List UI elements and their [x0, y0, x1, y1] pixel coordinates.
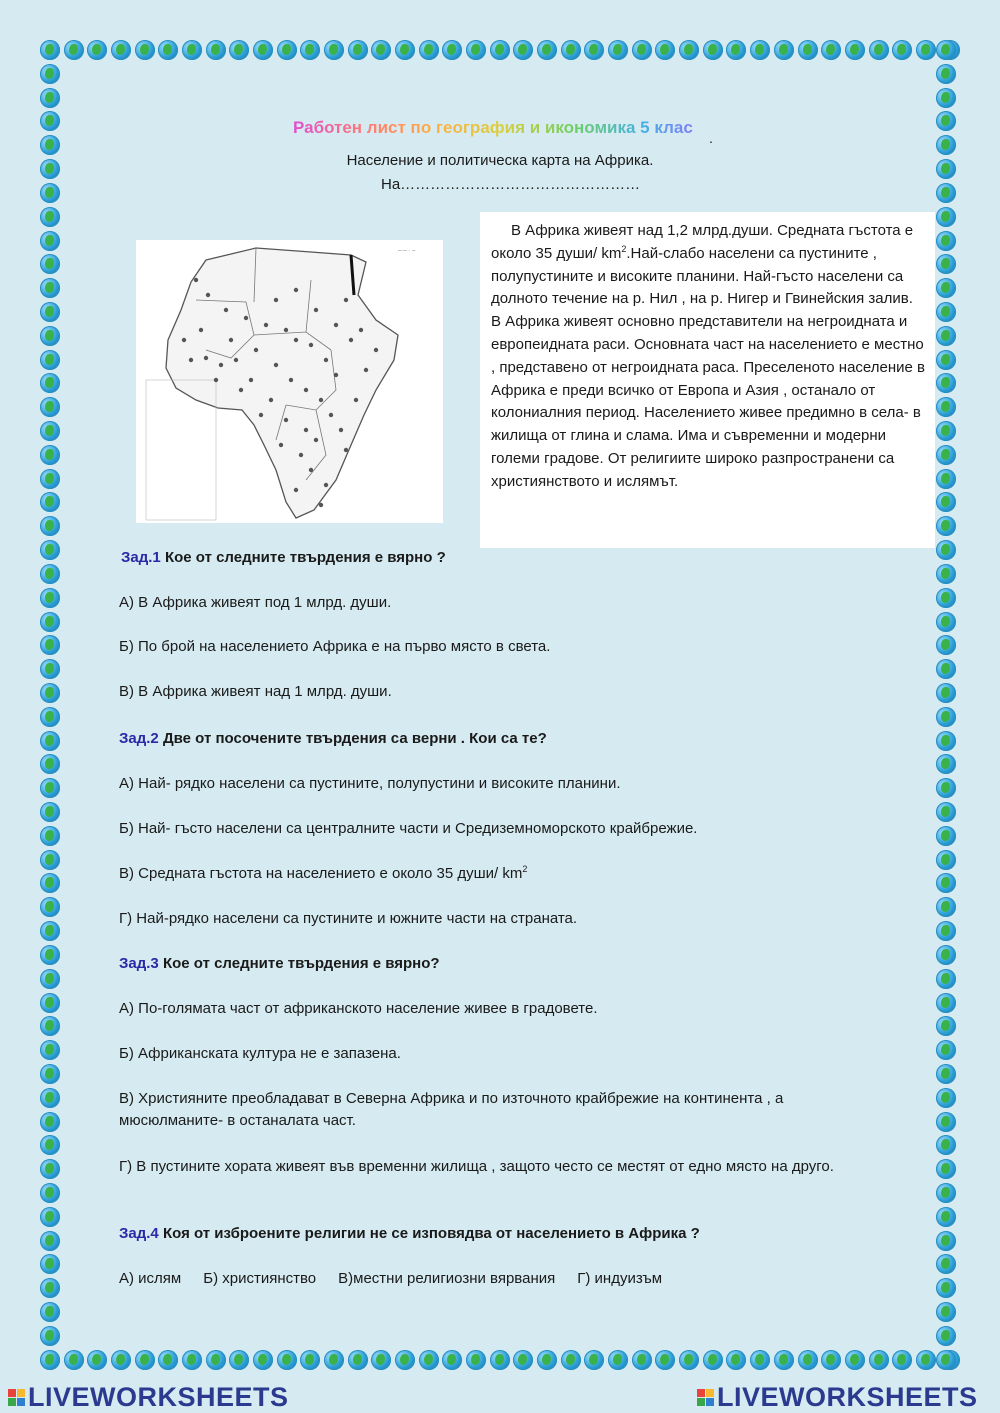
globe-border-icon: [936, 516, 956, 536]
globe-border-icon: [892, 1350, 912, 1370]
globe-border-icon: [513, 1350, 533, 1370]
globe-border-icon: [158, 40, 178, 60]
population-dot: [259, 413, 263, 417]
globe-border-icon: [40, 588, 60, 608]
globe-border-icon: [750, 40, 770, 60]
globe-border-icon: [726, 40, 746, 60]
globe-border-icon: [40, 850, 60, 870]
globe-border-icon: [936, 1207, 956, 1227]
globe-border-icon: [40, 1016, 60, 1036]
globe-border-icon: [936, 1326, 956, 1346]
globe-border-icon: [40, 397, 60, 417]
globe-border-icon: [936, 873, 956, 893]
globe-border-icon: [936, 707, 956, 727]
globe-border-icon: [798, 1350, 818, 1370]
globe-border-icon: [936, 40, 956, 60]
globe-border-icon: [442, 1350, 462, 1370]
globe-border-icon: [936, 373, 956, 393]
population-dot: [334, 323, 338, 327]
task-1-option-c[interactable]: В) В Африка живеят над 1 млрд. души.: [119, 683, 392, 700]
svg-text:–·– · –: –·– · –: [398, 248, 416, 254]
task-4-text: Коя от изброените религии не се изповядва от населението в Африка ?: [158, 1225, 700, 1242]
globe-border-icon: [466, 40, 486, 60]
border-top: [40, 40, 960, 64]
globe-border-icon: [936, 588, 956, 608]
globe-border-icon: [40, 326, 60, 346]
globe-border-icon: [936, 921, 956, 941]
globe-border-icon: [774, 1350, 794, 1370]
globe-border-icon: [936, 469, 956, 489]
globe-border-icon: [40, 731, 60, 751]
globe-border-icon: [40, 1112, 60, 1132]
population-dot: [249, 378, 253, 382]
worksheet-title: Работен лист по география и икономика 5 клас: [293, 118, 713, 138]
population-dot: [359, 328, 363, 332]
globe-border-icon: [845, 40, 865, 60]
task-2-text: Две от посочените твърдения са верни . Кои са те?: [158, 730, 547, 747]
globe-border-icon: [936, 564, 956, 584]
globe-border-icon: [40, 802, 60, 822]
globe-border-icon: [936, 421, 956, 441]
population-dot: [329, 413, 333, 417]
globe-border-icon: [40, 1183, 60, 1203]
globe-border-icon: [936, 1350, 956, 1370]
intro-text-part2: .Най-слабо населени са пустините , полупустините и високите планини. Най-гъсто населени са долното течение на р. Нил , на р. Нигер и Гвинейския залив. В Африка живеят основно представители на негроидната и европеидната раси. Основната част на населението е местно , представено от негроидната раса. Преселеното население в Африка е преди всичко от Европа и Азия , останало от колониалния период. Населението живее предимно в села- в жилища от глина и слама. Има и съвременни и модерни големи градове. От религиите широко разпространени са християнството и ислямът.: [491, 244, 925, 490]
population-dot: [314, 308, 318, 312]
globe-border-icon: [936, 1254, 956, 1274]
globe-border-icon: [40, 1040, 60, 1060]
task-1-option-b[interactable]: Б) По брой на населението Африка е на първо място в света.: [119, 638, 551, 655]
globe-border-icon: [64, 40, 84, 60]
globe-border-icon: [584, 40, 604, 60]
globe-border-icon: [300, 1350, 320, 1370]
globe-border-icon: [206, 1350, 226, 1370]
globe-border-icon: [936, 540, 956, 560]
globe-border-icon: [395, 40, 415, 60]
globe-border-icon: [40, 231, 60, 251]
globe-border-icon: [936, 993, 956, 1013]
globe-border-icon: [40, 1231, 60, 1251]
globe-border-icon: [655, 40, 675, 60]
population-dot: [299, 453, 303, 457]
globe-border-icon: [936, 1159, 956, 1179]
globe-border-icon: [584, 1350, 604, 1370]
globe-border-icon: [703, 40, 723, 60]
globe-border-icon: [40, 778, 60, 798]
globe-border-icon: [253, 40, 273, 60]
globe-border-icon: [40, 40, 60, 60]
africa-map-image: [136, 240, 443, 523]
globe-border-icon: [40, 421, 60, 441]
globe-border-icon: [40, 897, 60, 917]
globe-border-icon: [40, 826, 60, 846]
population-dot: [234, 358, 238, 362]
globe-border-icon: [936, 897, 956, 917]
globe-border-icon: [40, 635, 60, 655]
globe-border-icon: [40, 111, 60, 131]
task-3-option-c[interactable]: В) Християните преобладават в Северна Африка и по източното крайбрежие на континента , а мюсюлманите- в останалата част.: [119, 1090, 784, 1129]
population-dot: [314, 438, 318, 442]
globe-border-icon: [40, 1135, 60, 1155]
globe-border-icon: [936, 1231, 956, 1251]
globe-border-icon: [936, 1064, 956, 1084]
africa-population-map: [136, 240, 443, 523]
globe-border-icon: [936, 492, 956, 512]
globe-border-icon: [40, 1159, 60, 1179]
logo-blocks-icon: [697, 1389, 714, 1406]
globe-border-icon: [87, 1350, 107, 1370]
globe-border-icon: [229, 1350, 249, 1370]
globe-border-icon: [608, 1350, 628, 1370]
globe-border-icon: [40, 183, 60, 203]
task-1-text: Кое от следните твърдения е вярно ?: [160, 549, 446, 566]
globe-border-icon: [40, 1350, 60, 1370]
globe-border-icon: [371, 1350, 391, 1370]
globe-border-icon: [40, 945, 60, 965]
population-dot: [239, 388, 243, 392]
globe-border-icon: [40, 540, 60, 560]
population-dot: [309, 343, 313, 347]
globe-border-icon: [277, 40, 297, 60]
globe-border-icon: [229, 40, 249, 60]
title-dot: .: [709, 130, 713, 146]
globe-border-icon: [936, 1278, 956, 1298]
population-dot: [204, 356, 208, 360]
globe-border-icon: [679, 1350, 699, 1370]
globe-border-icon: [936, 254, 956, 274]
globe-border-icon: [490, 1350, 510, 1370]
population-dot: [254, 348, 258, 352]
globe-border-icon: [40, 207, 60, 227]
task-4-option-c[interactable]: В)местни религиозни вярвания: [338, 1270, 556, 1287]
globe-border-icon: [40, 1326, 60, 1346]
globe-border-icon: [936, 183, 956, 203]
globe-border-icon: [703, 1350, 723, 1370]
task-2-question: [119, 728, 547, 750]
task-4-option-b[interactable]: Б) християнство: [203, 1270, 317, 1287]
population-dot: [206, 293, 210, 297]
globe-border-icon: [40, 993, 60, 1013]
population-dot: [289, 378, 293, 382]
globe-border-icon: [395, 1350, 415, 1370]
population-dot: [194, 278, 198, 282]
population-dot: [319, 398, 323, 402]
globe-border-icon: [750, 1350, 770, 1370]
globe-border-icon: [936, 350, 956, 370]
logo-blocks-icon: [8, 1389, 25, 1406]
task-3-option-d[interactable]: Г) В пустините хората живеят във временни жилища , защото често се местят от едно място на друго.: [119, 1158, 834, 1175]
globe-border-icon: [40, 373, 60, 393]
globe-border-icon: [466, 1350, 486, 1370]
population-dot: [374, 348, 378, 352]
population-dot: [199, 328, 203, 332]
globe-border-icon: [442, 40, 462, 60]
task-3-option-b[interactable]: Б) Африканската култура не е запазена.: [119, 1045, 401, 1062]
population-dot: [324, 483, 328, 487]
task-2-option-c-text: В) Средната гъстота на населението е около 35 души/ km: [119, 865, 523, 882]
population-dot: [264, 323, 268, 327]
globe-border-icon: [300, 40, 320, 60]
globe-border-icon: [561, 1350, 581, 1370]
globe-border-icon: [490, 40, 510, 60]
task-2-option-d[interactable]: Г) Най-рядко населени са пустините и южните части на страната.: [119, 910, 578, 927]
globe-border-icon: [40, 564, 60, 584]
globe-border-icon: [206, 40, 226, 60]
population-dot: [354, 398, 358, 402]
globe-border-icon: [537, 1350, 557, 1370]
globe-border-icon: [40, 1064, 60, 1084]
globe-border-icon: [936, 850, 956, 870]
globe-border-icon: [936, 635, 956, 655]
globe-border-icon: [936, 397, 956, 417]
population-dot: [294, 338, 298, 342]
globe-border-icon: [324, 1350, 344, 1370]
globe-border-icon: [40, 1278, 60, 1298]
border-right: [936, 40, 960, 1370]
globe-border-icon: [608, 40, 628, 60]
globe-border-icon: [936, 326, 956, 346]
intro-text-box: [480, 212, 935, 548]
worksheet-subtitle: Население и политическа карта на Африка.: [346, 152, 654, 169]
population-dot: [349, 338, 353, 342]
globe-border-icon: [40, 1207, 60, 1227]
globe-border-icon: [936, 445, 956, 465]
population-dot: [189, 358, 193, 362]
globe-border-icon: [892, 40, 912, 60]
worksheet-title-wrap: [293, 118, 713, 142]
globe-border-icon: [936, 683, 956, 703]
globe-border-icon: [135, 1350, 155, 1370]
globe-border-icon: [936, 659, 956, 679]
population-dot: [309, 468, 313, 472]
globe-border-icon: [869, 40, 889, 60]
population-dot: [284, 328, 288, 332]
task-2-option-b[interactable]: Б) Най- гъсто населени са централните части и Средиземноморското крайбрежие.: [119, 820, 698, 837]
globe-border-icon: [158, 1350, 178, 1370]
globe-border-icon: [936, 612, 956, 632]
globe-border-icon: [40, 1302, 60, 1322]
globe-border-icon: [348, 1350, 368, 1370]
globe-border-icon: [111, 1350, 131, 1370]
globe-border-icon: [40, 516, 60, 536]
globe-border-icon: [40, 492, 60, 512]
globe-border-icon: [936, 802, 956, 822]
globe-border-icon: [936, 1183, 956, 1203]
globe-border-icon: [936, 231, 956, 251]
globe-border-icon: [40, 1254, 60, 1274]
globe-border-icon: [40, 64, 60, 84]
globe-border-icon: [253, 1350, 273, 1370]
globe-border-icon: [821, 1350, 841, 1370]
globe-border-icon: [40, 707, 60, 727]
globe-border-icon: [936, 731, 956, 751]
globe-border-icon: [936, 88, 956, 108]
globe-border-icon: [726, 1350, 746, 1370]
globe-border-icon: [40, 754, 60, 774]
population-dot: [274, 298, 278, 302]
globe-border-icon: [655, 1350, 675, 1370]
globe-border-icon: [40, 88, 60, 108]
globe-border-icon: [936, 754, 956, 774]
globe-border-icon: [936, 207, 956, 227]
globe-border-icon: [632, 40, 652, 60]
globe-border-icon: [348, 40, 368, 60]
globe-border-icon: [936, 1088, 956, 1108]
task-3-option-a[interactable]: А) По-голямата част от африканското население живее в градовете.: [119, 1000, 598, 1017]
task-1-question: [121, 547, 446, 569]
population-dot: [304, 388, 308, 392]
globe-border-icon: [419, 1350, 439, 1370]
task-2-option-c-sup: 2: [522, 864, 528, 874]
population-dot: [344, 448, 348, 452]
population-dot: [344, 298, 348, 302]
population-dot: [284, 418, 288, 422]
globe-border-icon: [40, 278, 60, 298]
task-3-number: Зад.3: [119, 955, 159, 972]
task-4-option-a[interactable]: А) ислям: [119, 1270, 182, 1287]
globe-border-icon: [182, 1350, 202, 1370]
globe-border-icon: [182, 40, 202, 60]
student-name-line: На…………………………………………: [381, 176, 641, 193]
logo-text-right: LIVEWORKSHEETS: [717, 1382, 978, 1412]
population-dot: [339, 428, 343, 432]
globe-border-icon: [936, 1112, 956, 1132]
task-4-option-d[interactable]: Г) индуизъм: [577, 1270, 663, 1287]
globe-border-icon: [111, 40, 131, 60]
globe-border-icon: [40, 969, 60, 989]
globe-border-icon: [936, 945, 956, 965]
globe-border-icon: [40, 445, 60, 465]
population-dot: [364, 368, 368, 372]
globe-border-icon: [87, 40, 107, 60]
globe-border-icon: [916, 40, 936, 60]
population-dot: [334, 373, 338, 377]
globe-border-icon: [40, 254, 60, 274]
population-dot: [214, 378, 218, 382]
population-dot: [294, 288, 298, 292]
intro-superscript: 2: [621, 243, 627, 254]
globe-border-icon: [936, 1040, 956, 1060]
globe-border-icon: [798, 40, 818, 60]
globe-border-icon: [845, 1350, 865, 1370]
globe-border-icon: [40, 350, 60, 370]
intro-text-part1: В Африка живеят над 1,2 млрд.души. Средната гъстота е около 35 души/ km: [491, 222, 914, 262]
globe-border-icon: [40, 683, 60, 703]
liveworksheets-logo-left[interactable]: [8, 1382, 289, 1413]
population-dot: [294, 488, 298, 492]
task-1-number: Зад.1: [121, 549, 161, 566]
task-4-question: [119, 1223, 700, 1245]
globe-border-icon: [513, 40, 533, 60]
globe-border-icon: [371, 40, 391, 60]
globe-border-icon: [324, 40, 344, 60]
globe-border-icon: [936, 1135, 956, 1155]
globe-border-icon: [936, 1016, 956, 1036]
task-2-number: Зад.2: [119, 730, 159, 747]
globe-border-icon: [679, 40, 699, 60]
globe-border-icon: [64, 1350, 84, 1370]
task-3-text: Кое от следните твърдения е вярно?: [158, 955, 440, 972]
globe-border-icon: [936, 64, 956, 84]
population-dot: [279, 443, 283, 447]
globe-border-icon: [561, 40, 581, 60]
globe-border-icon: [936, 1302, 956, 1322]
population-dot: [304, 428, 308, 432]
globe-border-icon: [936, 826, 956, 846]
task-3-question: [119, 953, 440, 975]
globe-border-icon: [936, 111, 956, 131]
population-dot: [224, 308, 228, 312]
globe-border-icon: [632, 1350, 652, 1370]
task-1-option-a[interactable]: А) В Африка живеят под 1 млрд. души.: [119, 594, 392, 611]
border-left: [40, 40, 64, 1370]
globe-border-icon: [40, 1088, 60, 1108]
population-dot: [319, 503, 323, 507]
border-bottom: [40, 1350, 960, 1374]
population-dot: [324, 358, 328, 362]
task-4-options: [119, 1268, 684, 1290]
globe-border-icon: [774, 40, 794, 60]
population-dot: [219, 363, 223, 367]
globe-border-icon: [277, 1350, 297, 1370]
globe-border-icon: [40, 873, 60, 893]
task-2-option-a[interactable]: А) Най- рядко населени са пустините, полупустини и високите планини.: [119, 775, 621, 792]
globe-border-icon: [936, 278, 956, 298]
globe-border-icon: [936, 969, 956, 989]
logo-text-left: LIVEWORKSHEETS: [28, 1382, 289, 1412]
liveworksheets-logo-right[interactable]: [697, 1382, 978, 1413]
population-dot: [244, 316, 248, 320]
task-2-option-c[interactable]: [119, 863, 527, 885]
globe-border-icon: [40, 921, 60, 941]
task-4-number: Зад.4: [119, 1225, 159, 1242]
population-dot: [274, 363, 278, 367]
globe-border-icon: [40, 302, 60, 322]
globe-border-icon: [869, 1350, 889, 1370]
globe-border-icon: [40, 469, 60, 489]
globe-border-icon: [821, 40, 841, 60]
globe-border-icon: [537, 40, 557, 60]
globe-border-icon: [135, 40, 155, 60]
globe-border-icon: [40, 659, 60, 679]
globe-border-icon: [936, 302, 956, 322]
population-dot: [229, 338, 233, 342]
globe-border-icon: [936, 778, 956, 798]
population-dot: [269, 398, 273, 402]
globe-border-icon: [40, 612, 60, 632]
globe-border-icon: [419, 40, 439, 60]
globe-border-icon: [916, 1350, 936, 1370]
population-dot: [182, 338, 186, 342]
